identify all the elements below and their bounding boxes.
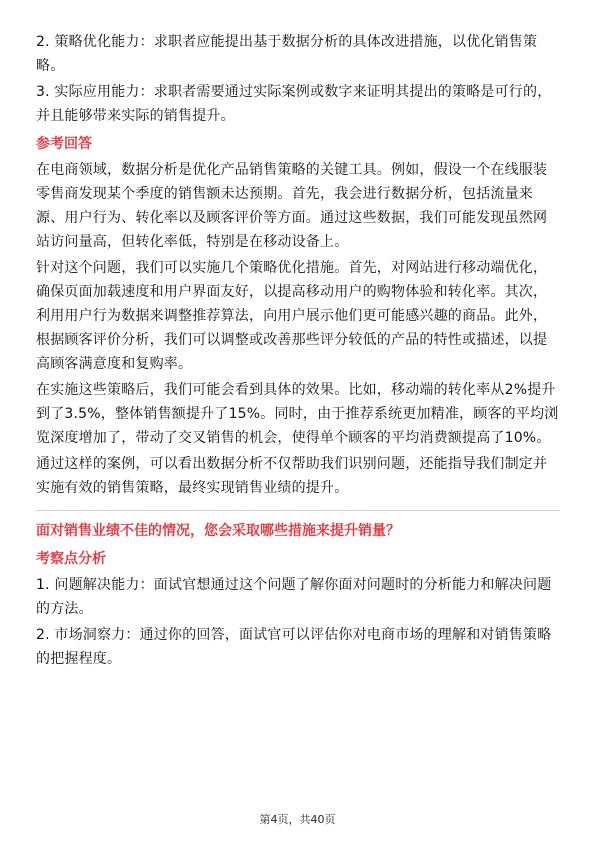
question-title: 面对销售业绩不佳的情况，您会采取哪些措施来提升销量？ (36, 523, 400, 539)
answer-paragraph-1: 在电商领域，数据分析是优化产品销售策略的关键工具。例如，假设一个在线服装零售商发现某个季度的销售额未达预期。首先，我会进行数据分析，包括流量来源、用户行为、转化率以及顾客评价等方面。通过这些数据，我们可能发现虽然网站访问量高，但转化率低，特别是在移动设备上。 (36, 162, 548, 250)
reference-answer-heading: 参考回答 (36, 136, 92, 152)
point-practical-application: 3. 实际应用能力：求职者需要通过实际案例或数字来证明其提出的策略是可行的，并且能够带来实际的销售提升。 (36, 84, 552, 124)
answer-paragraph-4: 通过这样的案例，可以看出数据分析不仅帮助我们识别问题，还能指导我们制定并实施有效的销售策略，最终实现销售业绩的提升。 (36, 456, 548, 496)
page-number-footer: 第4页，共40页 (259, 813, 336, 826)
analysis-heading: 考察点分析 (36, 551, 106, 567)
document-page (36, 30, 560, 673)
point-problem-solving: 1. 问题解决能力：面试官想通过这个问题了解你面对问题时的分析能力和解决问题的方法。 (36, 577, 552, 617)
answer-paragraph-2: 针对这个问题，我们可以实施几个策略优化措施。首先，对网站进行移动端优化，确保页面加载速度和用户界面友好，以提高移动用户的购物体验和转化率。其次，利用用户行为数据来调整推荐算法，向用户展示他们更可能感兴趣的商品。此外，根据顾客评价分析，我们可以调整或改善那些评分较低的产品的特性或描述，以提高顾客满意度和复购率。 (36, 260, 548, 372)
point-market-insight: 2. 市场洞察力：通过你的回答，面试官可以评估你对电商市场的理解和对销售策略的把握程度。 (36, 627, 552, 667)
section-divider (36, 510, 560, 511)
answer-paragraph-3: 在实施这些策略后，我们可能会看到具体的效果。比如，移动端的转化率从2%提升到了3.5%，整体销售额提升了15%。同时，由于推荐系统更加精准，顾客的平均浏览深度增加了，带动了交叉销售的机会，使得单个顾客的平均消费额提高了10%。 (36, 382, 559, 446)
point-strategy-optimization: 2. 策略优化能力：求职者应能提出基于数据分析的具体改进措施，以优化销售策略。 (36, 34, 538, 74)
